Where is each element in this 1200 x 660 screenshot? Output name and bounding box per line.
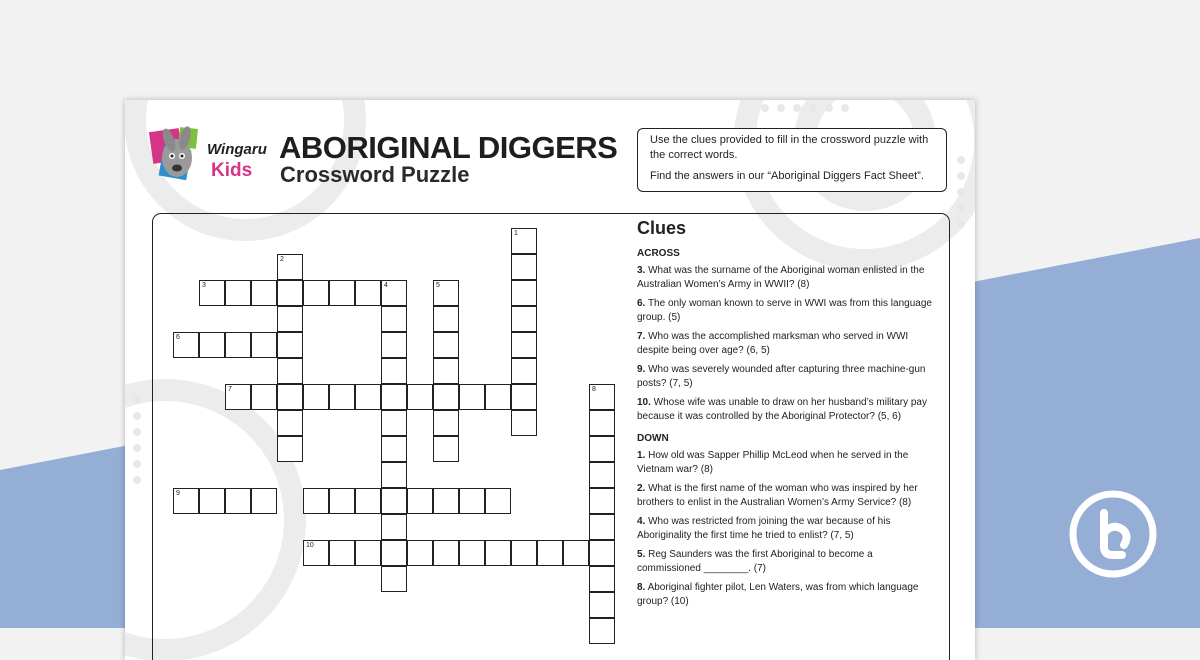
clue-number: 2	[280, 256, 284, 263]
crossword-cell[interactable]	[199, 332, 225, 358]
clue-number: 9	[176, 490, 180, 497]
crossword-cell[interactable]	[433, 306, 459, 332]
crossword-cell[interactable]	[433, 280, 459, 306]
crossword-cell[interactable]	[381, 410, 407, 436]
clue-number: 4	[384, 282, 388, 289]
clue-number: 10	[306, 542, 314, 549]
clue-item	[637, 515, 937, 543]
down-heading: DOWN	[637, 433, 669, 444]
crossword-cell[interactable]	[589, 540, 615, 566]
crossword-cell[interactable]	[459, 488, 485, 514]
crossword-cell[interactable]	[433, 540, 459, 566]
clue-item-text: What is the first name of the woman who was inspired by her brothers to enlist in the Australian Women’s Army Service? (8)	[637, 483, 918, 508]
crossword-cell[interactable]	[355, 488, 381, 514]
clue-item-text: Who was restricted from joining the war because of his Aboriginality the first time he tried to enlist? (7, 5)	[637, 516, 891, 541]
clue-item	[637, 330, 937, 358]
clue-item-text: The only woman known to serve in WWI was from this language group. (5)	[637, 298, 932, 323]
crossword-cell[interactable]	[407, 488, 433, 514]
clues-section	[637, 218, 937, 609]
crossword-cell[interactable]	[277, 384, 303, 410]
crossword-cell[interactable]	[303, 280, 329, 306]
crossword-cell[interactable]	[199, 488, 225, 514]
clue-item-number: 1.	[637, 450, 646, 461]
page-subtitle: Crossword Puzzle	[280, 162, 470, 187]
crossword-cell[interactable]	[511, 332, 537, 358]
clues-title: Clues	[637, 218, 687, 238]
crossword-cell[interactable]	[381, 332, 407, 358]
crossword-cell[interactable]	[589, 436, 615, 462]
crossword-cell[interactable]	[355, 280, 381, 306]
crossword-cell[interactable]	[277, 280, 303, 306]
crossword-cell[interactable]	[511, 280, 537, 306]
instructions-line-2: Find the answers in our “Aboriginal Diggers Fact Sheet”.	[650, 170, 924, 182]
crossword-cell[interactable]	[511, 410, 537, 436]
crossword-cell[interactable]	[485, 540, 511, 566]
clue-item	[637, 297, 937, 325]
crossword-cell[interactable]	[251, 332, 277, 358]
crossword-cell[interactable]	[589, 592, 615, 618]
crossword-cell[interactable]	[563, 540, 589, 566]
crossword-cell[interactable]	[433, 358, 459, 384]
clue-item-number: 3.	[637, 265, 646, 276]
crossword-cell[interactable]	[355, 384, 381, 410]
crossword-cell[interactable]	[303, 488, 329, 514]
crossword-cell[interactable]	[485, 488, 511, 514]
across-heading: ACROSS	[637, 248, 680, 259]
crossword-cell[interactable]	[381, 280, 407, 306]
crossword-cell[interactable]	[511, 540, 537, 566]
crossword-cell[interactable]	[459, 384, 485, 410]
crossword-cell[interactable]	[225, 280, 251, 306]
clue-item-number: 6.	[637, 298, 646, 309]
clue-item-number: 7.	[637, 331, 646, 342]
clue-item	[637, 363, 937, 391]
clue-item	[637, 264, 937, 292]
crossword-cell[interactable]	[277, 436, 303, 462]
clue-number: 3	[202, 282, 206, 289]
crossword-cell[interactable]	[589, 462, 615, 488]
crossword-cell[interactable]	[511, 254, 537, 280]
crossword-cell[interactable]	[225, 488, 251, 514]
crossword-cell[interactable]	[277, 306, 303, 332]
crossword-cell[interactable]	[433, 332, 459, 358]
crossword-cell[interactable]	[589, 384, 615, 410]
crossword-cell[interactable]	[485, 384, 511, 410]
clue-item-text: Whose wife was unable to draw on her husband’s military pay because it was controlled by the Aboriginal Protector? (5, 6)	[637, 397, 927, 422]
clue-item-text: Who was severely wounded after capturing three machine-gun posts? (7, 5)	[637, 364, 926, 389]
crossword-cell[interactable]	[277, 410, 303, 436]
clue-item	[637, 396, 937, 424]
crossword-cell[interactable]	[433, 436, 459, 462]
crossword-cell[interactable]	[173, 488, 199, 514]
crossword-cell[interactable]	[329, 280, 355, 306]
clue-item-text: Reg Saunders was the first Aboriginal to become a commissioned ________. (7)	[637, 549, 873, 574]
clue-item-text: How old was Sapper Phillip McLeod when he served in the Vietnam war? (8)	[637, 450, 909, 475]
crossword-cell[interactable]	[511, 384, 537, 410]
crossword-cell[interactable]	[251, 384, 277, 410]
clue-number: 5	[436, 282, 440, 289]
crossword-cell[interactable]	[355, 540, 381, 566]
crossword-cell[interactable]	[589, 566, 615, 592]
clue-item	[637, 581, 937, 609]
clue-item	[637, 548, 937, 576]
crossword-cell[interactable]	[433, 410, 459, 436]
crossword-cell[interactable]	[381, 566, 407, 592]
teach-starter-icon	[1068, 489, 1158, 579]
crossword-cell[interactable]	[329, 488, 355, 514]
clue-item-number: 5.	[637, 549, 646, 560]
crossword-cell[interactable]	[459, 540, 485, 566]
crossword-cell[interactable]	[225, 332, 251, 358]
clue-number: 8	[592, 386, 596, 393]
crossword-cell[interactable]	[277, 358, 303, 384]
clue-item-text: Aboriginal fighter pilot, Len Waters, was from which language group? (10)	[637, 582, 919, 607]
crossword-cell[interactable]	[173, 332, 199, 358]
crossword-cell[interactable]	[433, 384, 459, 410]
crossword-cell[interactable]	[537, 540, 563, 566]
wingaru-kids-logo	[149, 124, 269, 188]
crossword-cell[interactable]	[381, 488, 407, 514]
down-clue-list	[637, 449, 937, 609]
worksheet-page	[125, 100, 975, 660]
crossword-cell[interactable]	[589, 514, 615, 540]
crossword-cell[interactable]	[589, 618, 615, 644]
clue-item-number: 10.	[637, 397, 651, 408]
across-clue-list	[637, 264, 937, 424]
crossword-cell[interactable]	[511, 306, 537, 332]
crossword-cell[interactable]	[381, 436, 407, 462]
crossword-cell[interactable]	[381, 358, 407, 384]
crossword-cell[interactable]	[381, 540, 407, 566]
crossword-cell[interactable]	[589, 410, 615, 436]
crossword-cell[interactable]	[381, 306, 407, 332]
crossword-cell[interactable]	[303, 540, 329, 566]
crossword-cell[interactable]	[433, 488, 459, 514]
crossword-cell[interactable]	[381, 462, 407, 488]
svg-text:Kids: Kids	[211, 160, 253, 181]
crossword-cell[interactable]	[329, 540, 355, 566]
clue-item-number: 2.	[637, 483, 646, 494]
crossword-cell[interactable]	[199, 280, 225, 306]
crossword-cell[interactable]	[251, 488, 277, 514]
clue-number: 7	[228, 386, 232, 393]
crossword-cell[interactable]	[251, 280, 277, 306]
instructions-line-1: Use the clues provided to fill in the crossword puzzle with the correct words.	[650, 134, 929, 161]
clue-number: 6	[176, 334, 180, 341]
crossword-cell[interactable]	[511, 228, 537, 254]
clue-item-number: 9.	[637, 364, 646, 375]
clue-item-number: 8.	[637, 582, 646, 593]
instructions-box	[637, 128, 947, 192]
crossword-cell[interactable]	[381, 514, 407, 540]
crossword-cell[interactable]	[303, 384, 329, 410]
crossword-cell[interactable]	[277, 254, 303, 280]
clue-item-number: 4.	[637, 516, 646, 527]
clue-item-text: What was the surname of the Aboriginal woman enlisted in the Australian Women’s Army in WWII? (8)	[637, 265, 925, 290]
crossword-cell[interactable]	[277, 332, 303, 358]
page-title: ABORIGINAL DIGGERS	[279, 130, 618, 165]
crossword-cell[interactable]	[407, 384, 433, 410]
crossword-cell[interactable]	[381, 384, 407, 410]
crossword-cell[interactable]	[407, 540, 433, 566]
clue-item	[637, 449, 937, 477]
crossword-cell[interactable]	[589, 488, 615, 514]
crossword-cell[interactable]	[225, 384, 251, 410]
svg-text:Wingaru: Wingaru	[207, 141, 267, 158]
crossword-cell[interactable]	[329, 384, 355, 410]
crossword-cell[interactable]	[511, 358, 537, 384]
clue-number: 1	[514, 230, 518, 237]
clue-item-text: Who was the accomplished marksman who served in WWI despite being over age? (6, 5)	[637, 331, 909, 356]
clue-item	[637, 482, 937, 510]
